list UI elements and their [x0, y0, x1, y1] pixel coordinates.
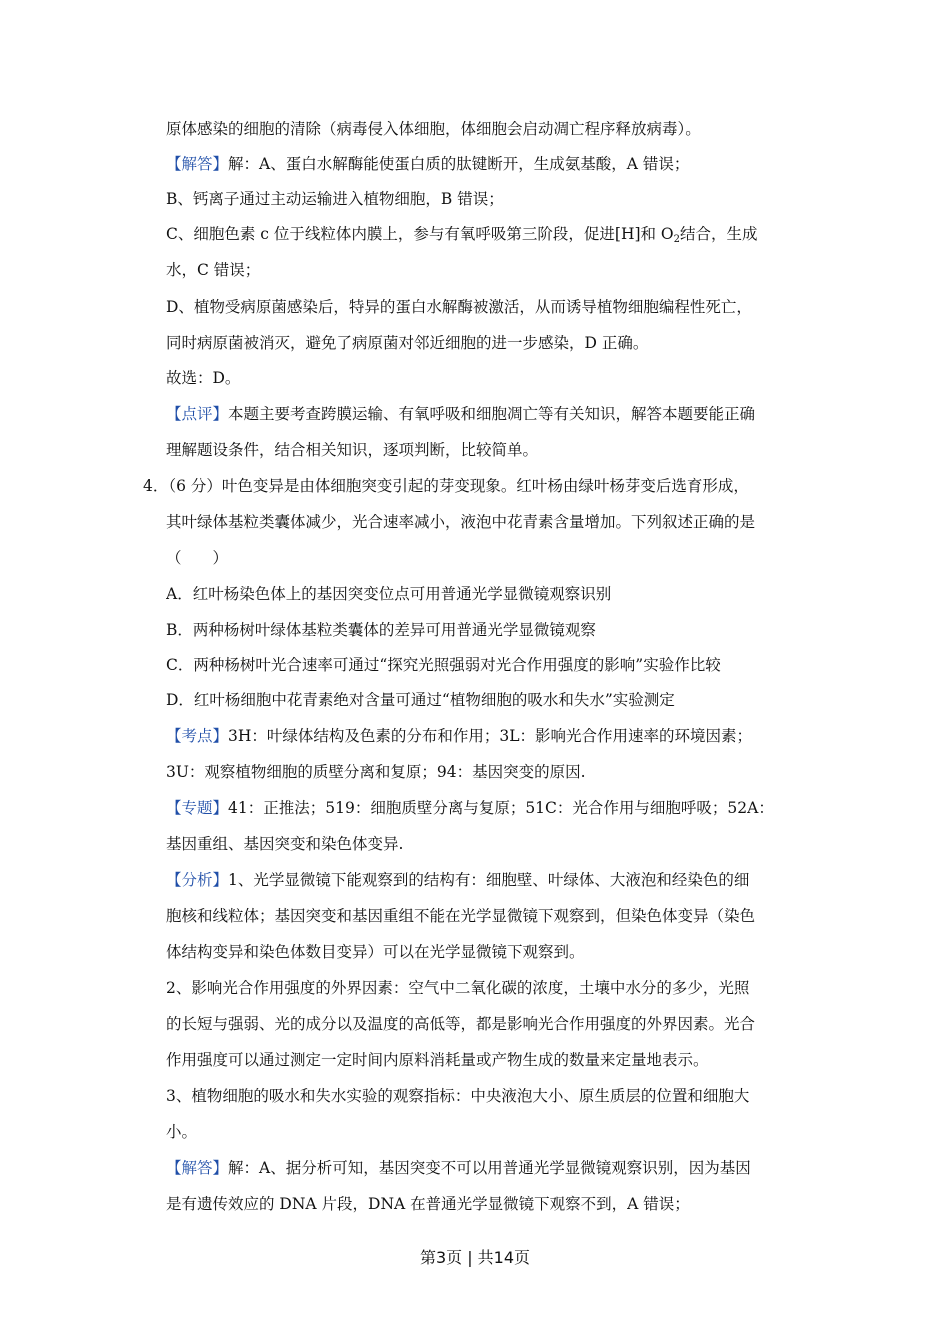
text-line: 故选：D。: [166, 369, 241, 387]
text-line: 2、影响光合作用强度的外界因素：空气中二氧化碳的浓度，土壤中水分的多少，光照: [166, 979, 750, 997]
text-line: C、细胞色素 c 位于线粒体内膜上，参与有氧呼吸第三阶段，促进[H]和 $O_2$结合，生成: [166, 225, 758, 244]
option-b: B．两种杨树叶绿体基粒类囊体的差异可用普通光学显微镜观察: [166, 621, 596, 639]
text-line: 其叶绿体基粒类囊体减少，光合速率减小，液泡中花青素含量增加。下列叙述正确的是: [166, 513, 756, 531]
text-line: 【解答】解：A、蛋白水解酶能使蛋白质的肽键断开，生成氨基酸，A 错误；: [166, 155, 690, 173]
question-stem: 4．（6 分）叶色变异是由体细胞突变引起的芽变现象。红叶杨由绿叶杨芽变后选育形成，: [143, 477, 749, 495]
text-line: 3、植物细胞的吸水和失水实验的观察指标：中央液泡大小、原生质层的位置和细胞大: [166, 1087, 750, 1105]
answer-tag: 【解答】: [166, 1159, 229, 1177]
text-line: 【分析】1、光学显微镜下能观察到的结构有：细胞壁、叶绿体、大液泡和经染色的细: [166, 871, 750, 889]
answer-tag: 【解答】: [166, 155, 229, 173]
text-line: 胞核和线粒体；基因突变和基因重组不能在光学显微镜下观察到，但染色体变异（染色: [166, 907, 756, 925]
option-c: C．两种杨树叶光合速率可通过“探究光照强弱对光合作用强度的影响”实验作比较: [166, 656, 721, 674]
text-line: 水，C 错误；: [166, 261, 261, 279]
text-line: 作用强度可以通过测定一定时间内原料消耗量或产物生成的数量来定量地表示。: [166, 1051, 709, 1069]
text-line: 【解答】解：A、据分析可知，基因突变不可以用普通光学显微镜观察识别，因为基因: [166, 1159, 751, 1177]
review-tag: 【点评】: [166, 405, 229, 423]
text-line: 【点评】本题主要考查跨膜运输、有氧呼吸和细胞凋亡等有关知识，解答本题要能正确: [166, 405, 756, 423]
answer-blank: （ ）: [166, 549, 229, 567]
text-line: 是有遗传效应的 DNA 片段，DNA 在普通光学显微镜下观察不到，A 错误；: [166, 1195, 690, 1213]
analysis-tag: 【分析】: [166, 871, 229, 889]
text-line: 体结构变异和染色体数目变异）可以在光学显微镜下观察到。: [166, 943, 585, 961]
text-line: 理解题设条件，结合相关知识，逐项判断，比较简单。: [166, 441, 539, 459]
text-line: 原体感染的细胞的清除（病毒侵入体细胞，体细胞会启动凋亡程序释放病毒）。: [166, 120, 701, 138]
subject-tag: 【专题】: [166, 799, 229, 817]
text-line: B、钙离子通过主动运输进入植物细胞，B 错误；: [166, 190, 504, 208]
text-line: 3U：观察植物细胞的质壁分离和复原；94：基因突变的原因.: [166, 763, 586, 781]
text-line: D、植物受病原菌感染后，特异的蛋白水解酶被激活，从而诱导植物细胞编程性死亡，: [166, 298, 752, 316]
page-footer: 第3页 | 共14页: [419, 1248, 531, 1267]
text-line: 小。: [166, 1123, 198, 1141]
text-line: 同时病原菌被消灭，避免了病原菌对邻近细胞的进一步感染，D 正确。: [166, 334, 649, 352]
text-line: 的长短与强弱、光的成分以及温度的高低等，都是影响光合作用强度的外界因素。光合: [166, 1015, 756, 1033]
option-d: D．红叶杨细胞中花青素绝对含量可通过“植物细胞的吸水和失水”实验测定: [166, 691, 675, 709]
option-a: A．红叶杨染色体上的基因突变位点可用普通光学显微镜观察识别: [166, 585, 612, 603]
topic-tag: 【考点】: [166, 727, 229, 745]
text-line: 【专题】41：正推法；519：细胞质壁分离与复原；51C：光合作用与细胞呼吸；52A：: [166, 799, 774, 817]
text-line: 【考点】3H：叶绿体结构及色素的分布和作用；3L：影响光合作用速率的环境因素；: [166, 727, 753, 745]
text-line: 基因重组、基因突变和染色体变异.: [166, 835, 404, 853]
